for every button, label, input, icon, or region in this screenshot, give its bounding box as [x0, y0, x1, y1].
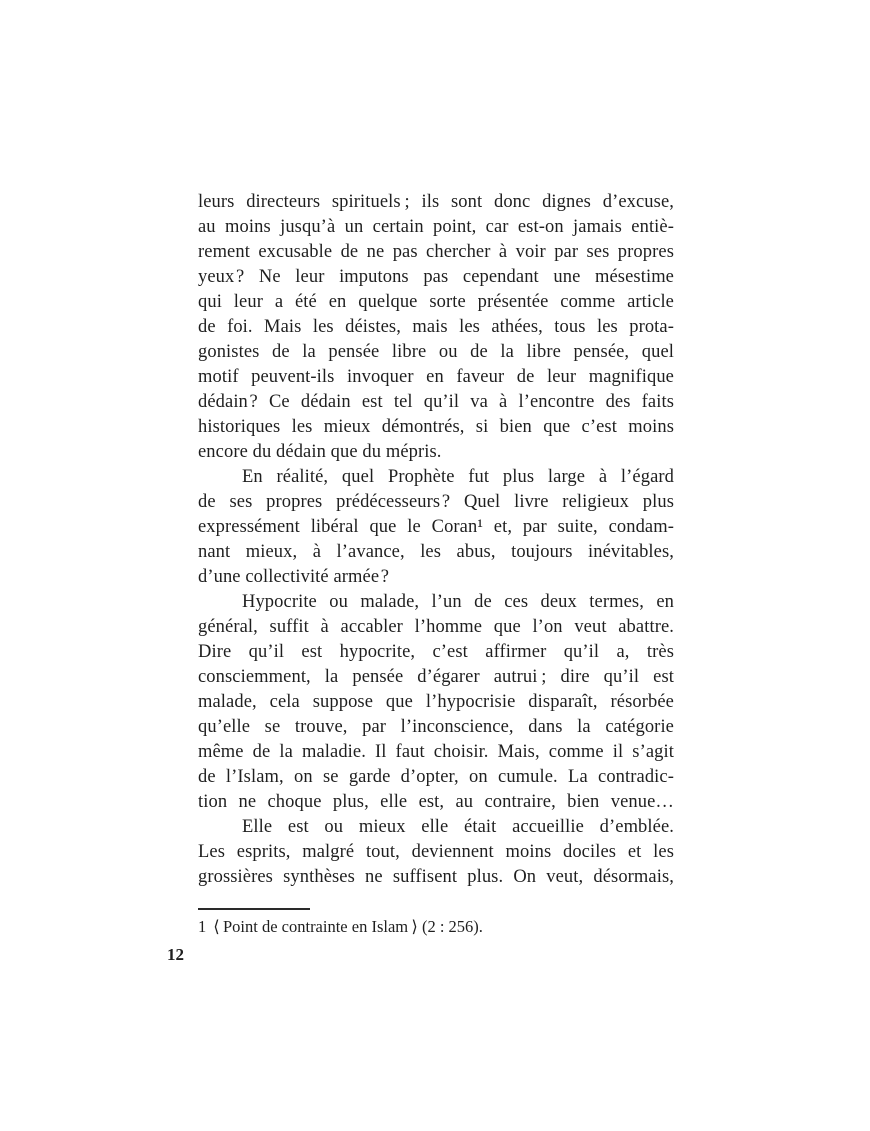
text-line: yeux ? Ne leur imputons pas cependant une mésestime: [198, 267, 674, 287]
text-line: Dire qu’il est hypocrite, c’est affirmer qu’il a, très: [198, 642, 674, 662]
text-line: au moins jusqu’à un certain point, car est-on jamais entiè-: [198, 217, 674, 237]
text-line: motif peuvent-ils invoquer en faveur de leur magnifique: [198, 367, 674, 387]
text-line: même de la maladie. Il faut choisir. Mais, comme il s’agit: [198, 742, 674, 762]
text-line: encore du dédain que du mépris.: [198, 442, 442, 462]
text-line: consciemment, la pensée d’égarer autrui ; dire qu’il est: [198, 667, 674, 687]
page-number: 12: [167, 945, 184, 964]
body-text: [198, 190, 674, 890]
text-line: d’une collectivité armée ?: [198, 567, 390, 587]
text-line: de foi. Mais les déistes, mais les athées, tous les prota-: [198, 317, 674, 337]
text-line: Elle est ou mieux elle était accueillie d’emblée.: [242, 817, 674, 837]
text-line: général, suffit à accabler l’homme que l’on veut abattre.: [198, 617, 674, 637]
footnote-separator: [198, 908, 310, 910]
text-line: dédain ? Ce dédain est tel qu’il va à l’encontre des faits: [198, 392, 674, 412]
text-line: gonistes de la pensée libre ou de la libre pensée, quel: [198, 342, 674, 362]
text-line: de l’Islam, on se garde d’opter, on cumule. La contradic-: [198, 767, 674, 787]
text-line: leurs directeurs spirituels ; ils sont donc dignes d’excuse,: [198, 192, 674, 212]
text-line: de ses propres prédécesseurs ? Quel livre religieux plus: [198, 492, 674, 512]
footnote: [198, 916, 674, 938]
text-line: expressément libéral que le Coran¹ et, par suite, condam-: [198, 517, 674, 537]
text-line: grossières synthèses ne suffisent plus. On veut, désormais,: [198, 867, 674, 887]
text-line: historiques les mieux démontrés, si bien que c’est moins: [198, 417, 674, 437]
text-line: En réalité, quel Prophète fut plus large à l’égard: [242, 467, 674, 487]
text-line: Les esprits, malgré tout, deviennent moins dociles et les: [198, 842, 674, 862]
footnote-marker: 1: [198, 917, 207, 936]
text-line: malade, cela suppose que l’hypocrisie disparaît, résorbée: [198, 692, 674, 712]
footnote-text: ⟨ Point de contrainte en Islam ⟩ (2 : 256).: [213, 917, 483, 936]
text-line: tion ne choque plus, elle est, au contraire, bien venue…: [198, 792, 674, 812]
text-line: nant mieux, à l’avance, les abus, toujours inévitables,: [198, 542, 674, 562]
text-line: rement excusable de ne pas chercher à voir par ses propres: [198, 242, 674, 262]
text-line: qui leur a été en quelque sorte présentée comme article: [198, 292, 674, 312]
text-line: qu’elle se trouve, par l’inconscience, dans la catégorie: [198, 717, 674, 737]
text-line: Hypocrite ou malade, l’un de ces deux termes, en: [242, 592, 674, 612]
